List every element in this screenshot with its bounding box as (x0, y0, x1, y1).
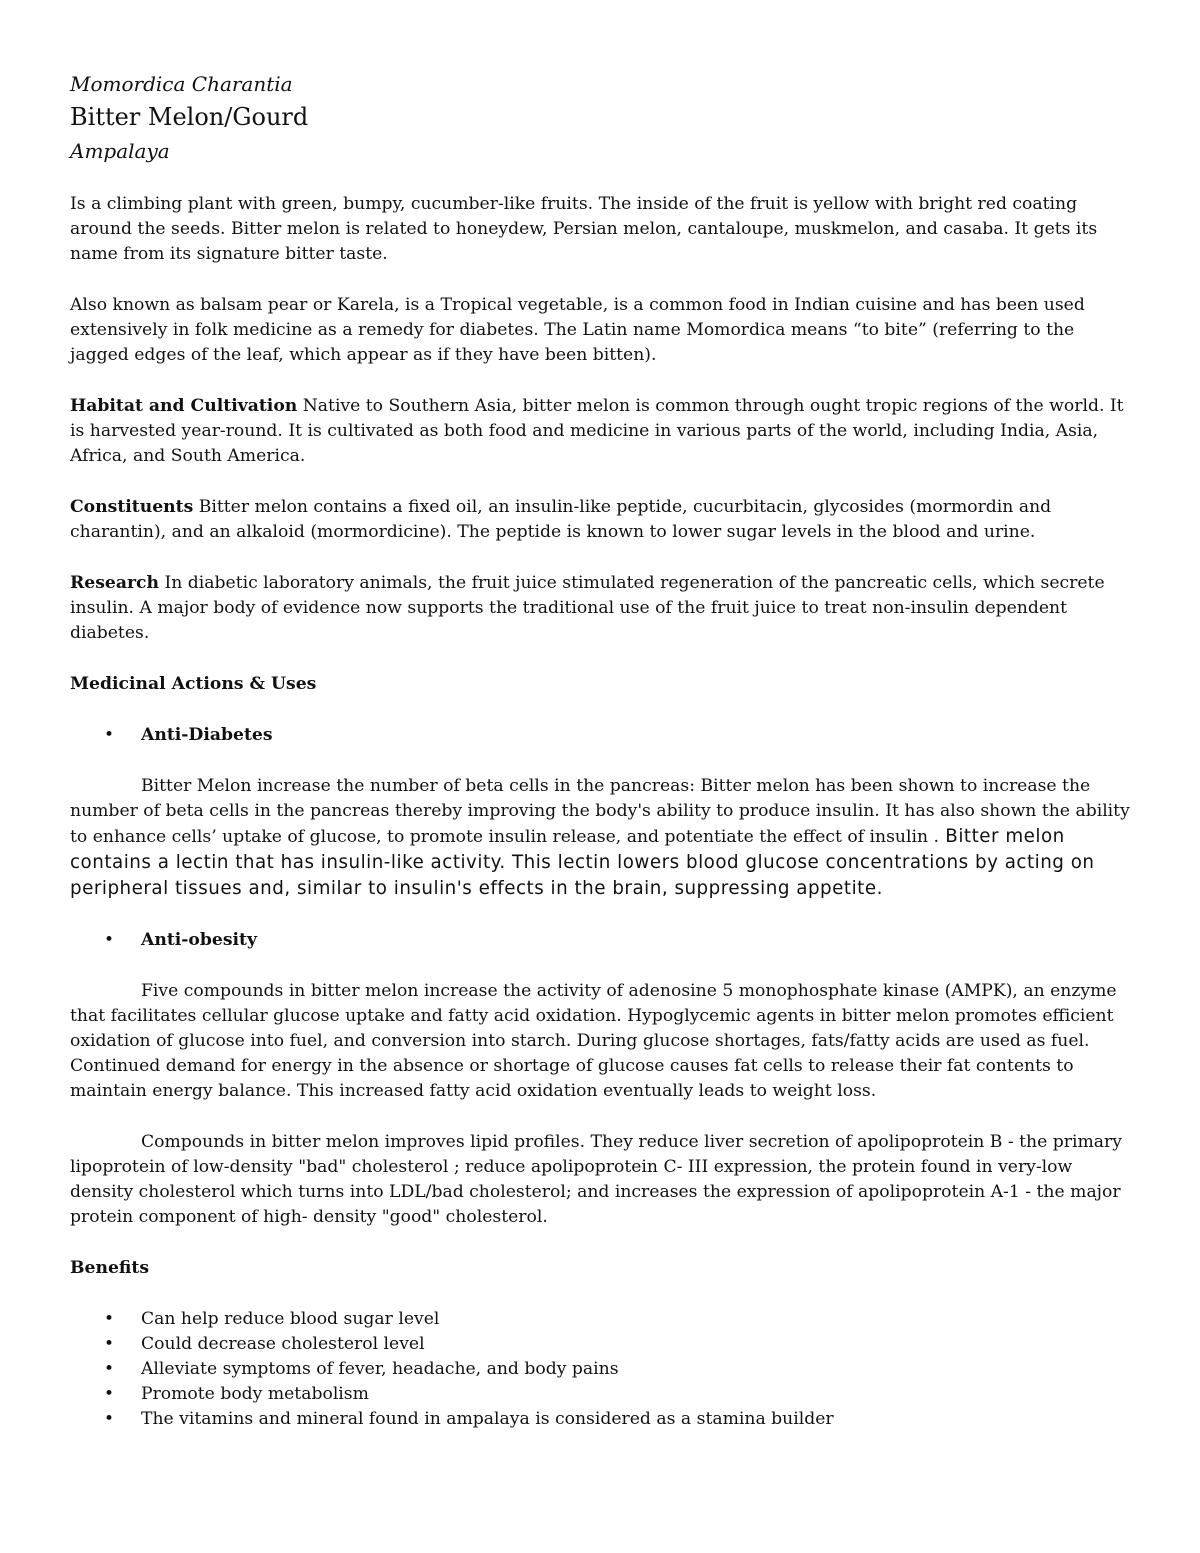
anti-obesity-paragraph-1: Five compounds in bitter melon increase the activity of adenosine 5 monophosphate kinase (AMPK), an enzyme that facilitates cellular glucose uptake and fatty acid oxidation. Hypoglycemic agents in bitter melon promotes efficient oxidation of glucose into fuel, and conversion into starch. During glucose shortages, fats/fatty acids are used as fuel. Continued demand for energy in the absence or shortage of glucose causes fat cells to release their fat contents to maintain energy balance. This increased fatty acid oxidation eventually leads to weight loss. (70, 981, 1117, 1101)
bullet-icon: • (104, 930, 115, 950)
habitat-paragraph (70, 394, 1132, 469)
benefit-text: Could decrease cholesterol level (141, 1334, 425, 1354)
list-item (70, 1332, 1132, 1357)
bullet-icon: • (104, 1309, 115, 1329)
benefit-text: Promote body metabolism (141, 1384, 369, 1404)
habitat-label: Habitat and Cultivation (70, 396, 298, 416)
anti-diabetes-list (70, 723, 1132, 748)
list-item (70, 1307, 1132, 1332)
intro-paragraph-2: Also known as balsam pear or Karela, is a Tropical vegetable, is a common food in Indian cuisine and has been used extensively in folk medicine as a remedy for diabetes. The Latin name Momordica means “to bite” (referring to the jagged edges of the leaf, which appear as if they have been bitten). (70, 295, 1085, 365)
constituents-label: Constituents (70, 497, 194, 517)
list-item (70, 723, 1132, 748)
bullet-icon: • (104, 1384, 115, 1404)
anti-obesity-title: Anti-obesity (141, 930, 257, 950)
bullet-icon: • (104, 1334, 115, 1354)
anti-diabetes-text: Bitter Melon increase the number of beta cells in the pancreas: Bitter melon has been shown to increase the number of beta cells in the pancreas thereby improving the body's ability to produce insulin. It has also shown the ability to enhance cells’ uptake of glucose, to promote insulin release, and potentiate the effect of insulin . (70, 776, 1130, 847)
anti-obesity-list (70, 928, 1132, 953)
anti-diabetes-lectin-text: Bitter melon contains a lectin that has insulin-like activity. This lectin lowers blood glucose concentrations by acting on peripheral tissues and, similar to insulin's effects in the brain, suppressing appetite. (70, 826, 1095, 899)
scientific-name: Momordica Charantia (70, 72, 293, 96)
benefits-list (70, 1307, 1132, 1432)
benefit-text: Can help reduce blood sugar level (141, 1309, 440, 1329)
research-label: Research (70, 573, 159, 593)
research-text: In diabetic laboratory animals, the fruit juice stimulated regeneration of the pancreatic cells, which secrete insulin. A major body of evidence now supports the traditional use of the fruit juice to treat non-insulin dependent diabetes. (70, 573, 1105, 643)
local-name: Ampalaya (70, 139, 170, 163)
bullet-icon: • (104, 1409, 115, 1429)
list-item (70, 928, 1132, 953)
anti-diabetes-title: Anti-Diabetes (141, 725, 273, 745)
document-page (70, 68, 1132, 1458)
anti-obesity-paragraph-2: Compounds in bitter melon improves lipid profiles. They reduce liver secretion of apolipoprotein B - the primary lipoprotein of low-density "bad" cholesterol ; reduce apolipoprotein C- III expression, the protein found in very-low density cholesterol which turns into LDL/bad cholesterol; and increases the expression of apolipoprotein A-1 - the major protein component of high- density "good" cholesterol. (70, 1132, 1122, 1227)
list-item (70, 1407, 1132, 1432)
document-title: Bitter Melon/Gourd (70, 103, 309, 131)
bullet-icon: • (104, 725, 115, 745)
intro-paragraph-1: Is a climbing plant with green, bumpy, cucumber-like fruits. The inside of the fruit is yellow with bright red coating around the seeds. Bitter melon is related to honeydew, Persian melon, cantaloupe, muskmelon, and casaba. It gets its name from its signature bitter taste. (70, 194, 1098, 264)
benefit-text: The vitamins and mineral found in ampalaya is considered as a stamina builder (141, 1409, 834, 1429)
constituents-text: Bitter melon contains a fixed oil, an insulin-like peptide, cucurbitacin, glycosides (mormordin and charantin), and an alkaloid (mormordicine). The peptide is known to lower sugar levels in the blood and urine. (70, 497, 1052, 542)
list-item (70, 1357, 1132, 1382)
anti-diabetes-paragraph (70, 774, 1132, 902)
benefits-heading: Benefits (70, 1258, 150, 1278)
habitat-text: Native to Southern Asia, bitter melon is common through ought tropic regions of the world. It is harvested year-round. It is cultivated as both food and medicine in various parts of the world, including India, Asia, Africa, and South America. (70, 396, 1124, 466)
constituents-paragraph (70, 495, 1132, 545)
medicinal-heading: Medicinal Actions & Uses (70, 674, 317, 694)
benefit-text: Alleviate symptoms of fever, headache, and body pains (141, 1359, 619, 1379)
list-item (70, 1382, 1132, 1407)
bullet-icon: • (104, 1359, 115, 1379)
research-paragraph (70, 571, 1132, 646)
